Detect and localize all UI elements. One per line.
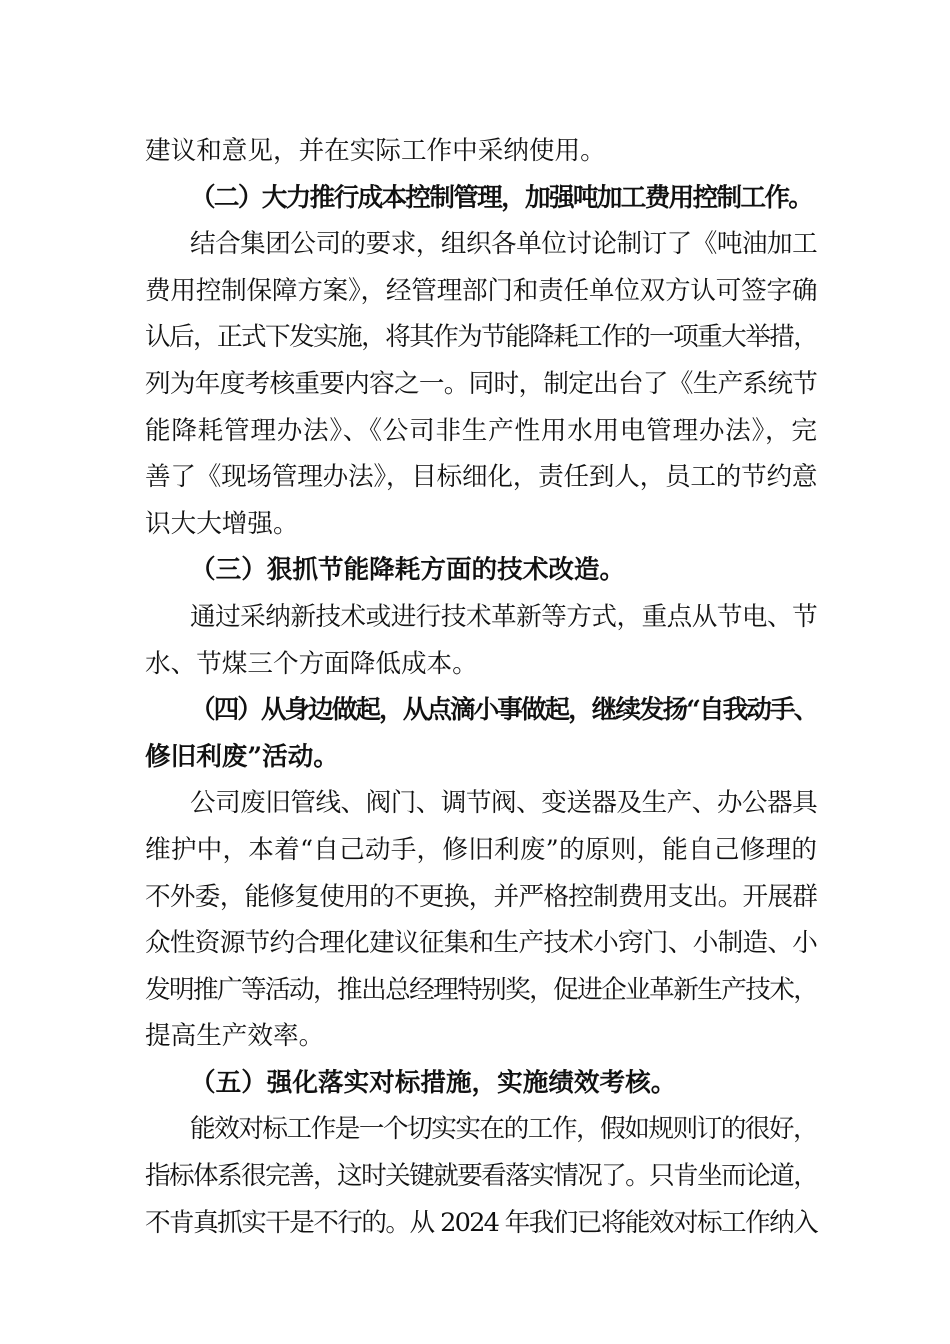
text-line: 能效对标工作是一个切实实在的工作，假如规则订的很好， [190, 1114, 817, 1145]
text-line: 通过采纳新技术或进行技术革新等方式，重点从节电、节 [190, 601, 817, 632]
text-line: 指标体系很完善，这时关键就要看落实情况了。只肯坐而论道， [145, 1161, 817, 1192]
text-line: 费用控制保障方案》，经管理部门和责任单位双方认可签字确 [145, 275, 817, 306]
text-line: 维护中，本着“自己动手，修旧利废”的原则，能自己修理的 [145, 834, 817, 865]
text-line: 善了《现场管理办法》，目标细化，责任到人，员工的节约意 [145, 462, 817, 493]
section-heading: （二）大力推行成本控制管理，加强吨加工费用控制工作。 [190, 182, 813, 213]
text-line: 不外委，能修复使用的不更换，并严格控制费用支出。开展群 [145, 881, 817, 912]
text-line: 不肯真抓实干是不行的。从 2024 年我们已将能效对标工作纳入 [145, 1207, 817, 1238]
text-line: 列为年度考核重要内容之一。同时，制定出台了《生产系统节 [145, 368, 817, 399]
text-line: 发明推广等活动，推出总经理特别奖，促进企业革新生产技术， [145, 974, 817, 1005]
text-line: 识大大增强。 [145, 508, 299, 539]
text-line: 结合集团公司的要求，组织各单位讨论制订了《吨油加工 [190, 229, 817, 260]
text-line: 认后，正式下发实施，将其作为节能降耗工作的一项重大举措， [145, 322, 817, 353]
text-line: 能降耗管理办法》、《公司非生产性用水用电管理办法》，完 [145, 415, 817, 446]
text-line: 公司废旧管线、阀门、调节阀、变送器及生产、办公器具 [190, 788, 817, 819]
text-line: 水、节煤三个方面降低成本。 [145, 648, 478, 679]
text-line: 众性资源节约合理化建议征集和生产技术小窍门、小制造、小 [145, 928, 817, 959]
document-body [145, 128, 817, 1246]
section-heading: 修旧利废”活动。 [145, 741, 339, 772]
text-line: 建议和意见，并在实际工作中采纳使用。 [145, 136, 606, 166]
section-heading: （五）强化落实对标措施，实施绩效考核。 [190, 1067, 677, 1098]
section-heading: （三）狠抓节能降耗方面的技术改造。 [190, 555, 626, 586]
text-line: 提高生产效率。 [145, 1021, 325, 1052]
section-heading: （四）从身边做起，从点滴小事做起，继续发扬“自我动手、 [190, 695, 817, 726]
